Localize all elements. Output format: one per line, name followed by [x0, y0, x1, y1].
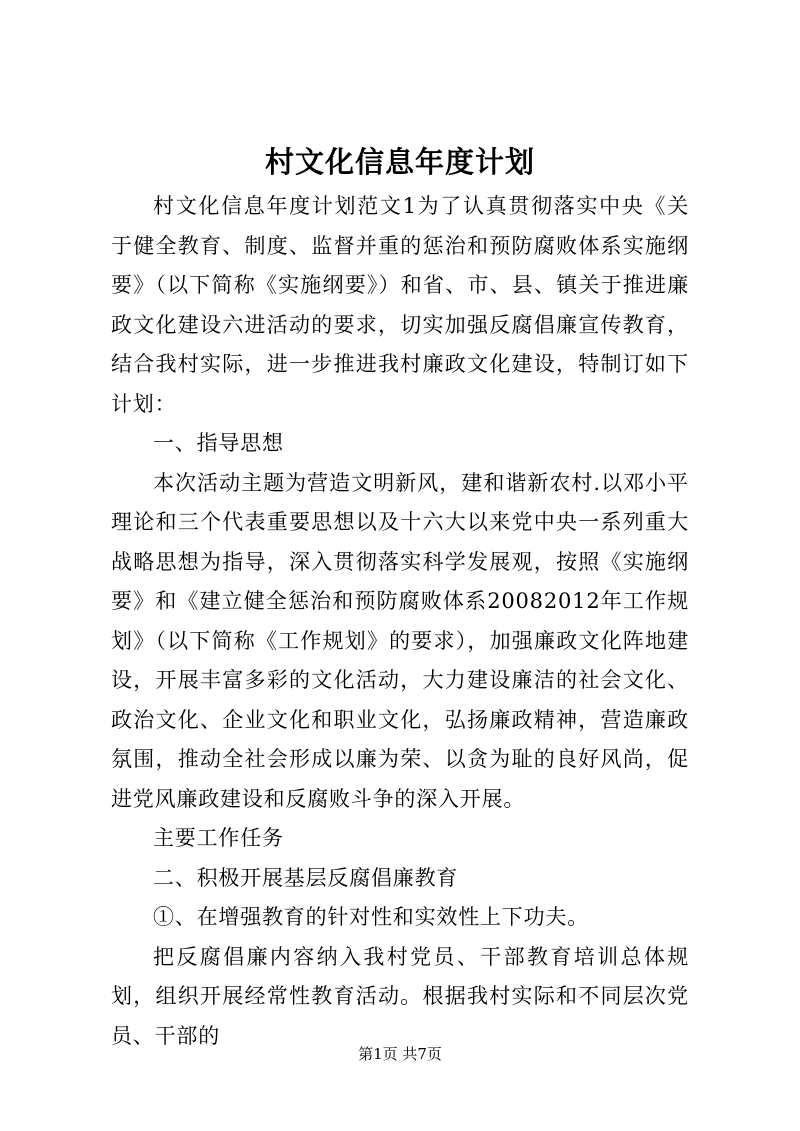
document-title: 村文化信息年度计划 [264, 145, 535, 179]
heading-education: 二、积极开展基层反腐倡廉教育 [153, 865, 459, 890]
paragraph-education-plan: 把反腐倡廉内容纳入我村党员、干部教育培训总体规划，组织开展经常性教育活动。根据我村实际和不同层次党员、干部的 [111, 944, 689, 1048]
paragraph-intro: 村文化信息年度计划范文1为了认真贯彻落实中央《关于健全教育、制度、监督并重的惩治和预防腐败体系实施纲要》（以下简称《实施纲要》）和省、市、县、镇关于推进廉政文化建设六进活动的要求，切实加强反腐倡廉宣传教育，结合我村实际，进一步推进我村廉政文化建设，特制订如下计划： [111, 194, 689, 416]
document-body [111, 187, 689, 1056]
page-number-footer: 第1页 共7页 [358, 1045, 442, 1063]
paragraph-guiding-ideology: 本次活动主题为营造文明新风，建和谐新农村.以邓小平理论和三个代表重要思想以及十六大以来党中央一系列重大战略思想为指导，深入贯彻落实科学发展观，按照《实施纲要》和《建立健全惩治和预防腐败体系20082012年工作规划》（以下简称《工作规划》的要求），加强廉政文化阵地建设，开展丰富多彩的文化活动，大力建设廉洁的社会文化、政治文化、企业文化和职业文化，弘扬廉政精神，营造廉政氛围，推动全社会形成以廉为荣、以贪为耻的良好风尚，促进党风廉政建设和反腐败斗争的深入开展。 [111, 470, 689, 811]
heading-guiding-ideology: 一、指导思想 [153, 431, 284, 455]
heading-main-tasks: 主要工作任务 [153, 826, 284, 850]
subheading-targeted-education: ①、在增强教育的针对性和实效性上下功夫。 [153, 905, 589, 929]
